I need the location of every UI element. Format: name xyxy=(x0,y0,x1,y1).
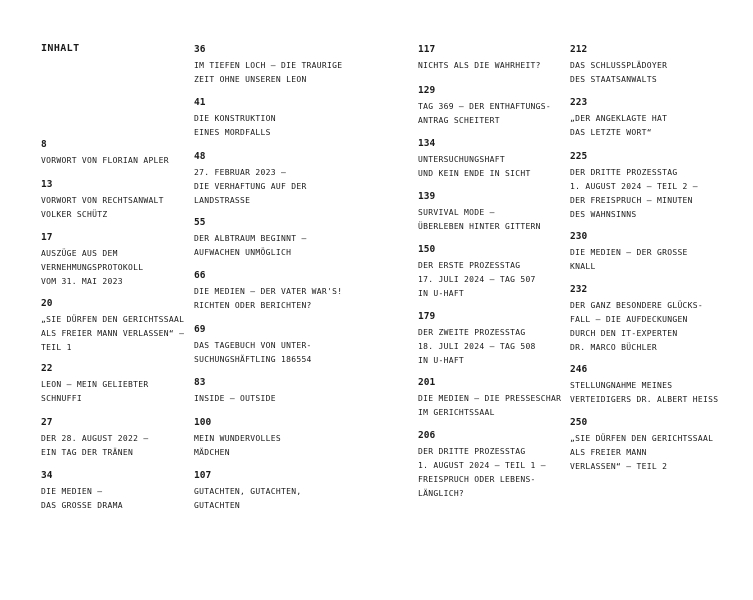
toc-entry[interactable] xyxy=(194,43,369,87)
entry-title: „SIE DÜRFEN DEN GERICHTSSAAL ALS FREIER MANN VERLASSEN“ – TEIL 2 xyxy=(570,434,714,471)
toc-entry[interactable] xyxy=(41,469,216,513)
page-number: 246 xyxy=(570,364,588,375)
page-number: 223 xyxy=(570,97,588,108)
toc-entry[interactable] xyxy=(41,138,216,168)
toc-entry[interactable] xyxy=(41,231,216,289)
page-number: 150 xyxy=(418,244,436,255)
page-number: 8 xyxy=(41,139,47,150)
page-number: 22 xyxy=(41,363,53,374)
toc-entry[interactable] xyxy=(194,269,369,313)
page-number: 55 xyxy=(194,217,206,228)
page-number: 230 xyxy=(570,231,588,242)
entry-title: DER ZWEITE PROZESSTAG 18. JULI 2024 – TAG 508 IN U-HAFT xyxy=(418,328,536,365)
page-number: 250 xyxy=(570,417,588,428)
page-number: 129 xyxy=(418,85,436,96)
entry-title: DIE KONSTRUKTION EINES MORDFALLS xyxy=(194,114,276,137)
toc-entry[interactable] xyxy=(570,43,745,87)
entry-title: DIE MEDIEN – DER GROSSE KNALL xyxy=(570,248,688,271)
page-number: 139 xyxy=(418,191,436,202)
page-number: 201 xyxy=(418,377,436,388)
toc-entry[interactable] xyxy=(418,43,593,73)
page-number: 117 xyxy=(418,44,436,55)
page-number: 13 xyxy=(41,179,53,190)
toc-entry[interactable] xyxy=(194,469,369,513)
toc-entry[interactable] xyxy=(570,363,745,407)
entry-title: AUSZÜGE AUS DEM VERNEHMUNGSPROTOKOLL VOM 31. MAI 2023 xyxy=(41,249,144,286)
page-number: 225 xyxy=(570,151,588,162)
toc-entry[interactable] xyxy=(418,429,593,501)
entry-title: DER 28. AUGUST 2022 – EIN TAG DER TRÄNEN xyxy=(41,434,149,457)
entry-title: 27. FEBRUAR 2023 – DIE VERHAFTUNG AUF DER LANDSTRASSE xyxy=(194,168,307,205)
toc-entry[interactable] xyxy=(194,376,369,406)
toc-entry[interactable] xyxy=(418,243,593,301)
page-number: 41 xyxy=(194,97,206,108)
entry-title: DAS SCHLUSSPLÄDOYER DES STAATSANWALTS xyxy=(570,61,668,84)
toc-entry[interactable] xyxy=(194,96,369,140)
page-number: 36 xyxy=(194,44,206,55)
toc-entry[interactable] xyxy=(41,362,216,406)
entry-title: „SIE DÜRFEN DEN GERICHTSSAAL ALS FREIER MANN VERLASSEN“ – TEIL 1 xyxy=(41,315,185,352)
entry-title: TAG 369 – DER ENTHAFTUNGS- ANTRAG SCHEITERT xyxy=(418,102,552,125)
entry-title: „DER ANGEKLAGTE HAT DAS LETZTE WORT“ xyxy=(570,114,668,137)
toc-entry[interactable] xyxy=(418,190,593,234)
toc-entry[interactable] xyxy=(570,96,745,140)
toc-entry[interactable] xyxy=(194,323,369,367)
entry-title: MEIN WUNDERVOLLES MÄDCHEN xyxy=(194,434,281,457)
toc-entry[interactable] xyxy=(570,150,745,222)
entry-title: INSIDE – OUTSIDE xyxy=(194,394,276,403)
page-number: 83 xyxy=(194,377,206,388)
page-number: 27 xyxy=(41,417,53,428)
page-number: 34 xyxy=(41,470,53,481)
toc-entry[interactable] xyxy=(570,416,745,474)
entry-title: VORWORT VON RECHTSANWALT VOLKER SCHÜTZ xyxy=(41,196,164,219)
toc-entry[interactable] xyxy=(41,178,216,222)
entry-title: DAS TAGEBUCH VON UNTER- SUCHUNGSHÄFTLING 186554 xyxy=(194,341,312,364)
toc-entry[interactable] xyxy=(418,84,593,128)
toc-entry[interactable] xyxy=(570,283,745,355)
page-number: 179 xyxy=(418,311,436,322)
entry-title: DER DRITTE PROZESSTAG 1. AUGUST 2024 – TEIL 1 – FREISPRUCH ODER LEBENS- LÄNGLICH? xyxy=(418,447,546,498)
entry-title: DIE MEDIEN – DIE PRESSESCHAR IM GERICHTSSAAL xyxy=(418,394,562,417)
toc-entry[interactable] xyxy=(418,376,593,420)
page-number: 212 xyxy=(570,44,588,55)
page-number: 134 xyxy=(418,138,436,149)
toc-entry[interactable] xyxy=(41,416,216,460)
toc-entry[interactable] xyxy=(194,416,369,460)
toc-entry[interactable] xyxy=(41,297,216,355)
page-number: 66 xyxy=(194,270,206,281)
entry-title: STELLUNGNAHME MEINES VERTEIDIGERS DR. ALBERT HEISS xyxy=(570,381,719,404)
toc-entry[interactable] xyxy=(418,310,593,368)
toc-heading: INHALT xyxy=(41,43,80,54)
page-number: 107 xyxy=(194,470,212,481)
entry-title: DER ERSTE PROZESSTAG 17. JULI 2024 – TAG 507 IN U-HAFT xyxy=(418,261,536,298)
toc-entry[interactable] xyxy=(194,150,369,208)
entry-title: DER ALBTRAUM BEGINNT – AUFWACHEN UNMÖGLICH xyxy=(194,234,307,257)
entry-title: NICHTS ALS DIE WAHRHEIT? xyxy=(418,61,541,70)
page-number: 20 xyxy=(41,298,53,309)
toc-entry[interactable] xyxy=(418,137,593,181)
page-number: 69 xyxy=(194,324,206,335)
entry-title: DER DRITTE PROZESSTAG 1. AUGUST 2024 – TEIL 2 – DER FREISPRUCH – MINUTEN DES WAHNSINNS xyxy=(570,168,698,219)
page-number: 48 xyxy=(194,151,206,162)
toc-entry[interactable] xyxy=(194,216,369,260)
page-number: 206 xyxy=(418,430,436,441)
entry-title: LEON – MEIN GELIEBTER SCHNUFFI xyxy=(41,380,149,403)
entry-title: IM TIEFEN LOCH – DIE TRAURIGE ZEIT OHNE UNSEREN LEON xyxy=(194,61,343,84)
entry-title: DIE MEDIEN – DAS GROSSE DRAMA xyxy=(41,487,123,510)
page-number: 100 xyxy=(194,417,212,428)
entry-title: SURVIVAL MODE – ÜBERLEBEN HINTER GITTERN xyxy=(418,208,541,231)
entry-title: VORWORT VON FLORIAN APLER xyxy=(41,156,169,165)
entry-title: GUTACHTEN, GUTACHTEN, GUTACHTEN xyxy=(194,487,302,510)
page-number: 17 xyxy=(41,232,53,243)
page-number: 232 xyxy=(570,284,588,295)
entry-title: UNTERSUCHUNGSHAFT UND KEIN ENDE IN SICHT xyxy=(418,155,531,178)
entry-title: DER GANZ BESONDERE GLÜCKS- FALL – DIE AUFDECKUNGEN DURCH DEN IT-EXPERTEN DR. MARCO BÜCHLER xyxy=(570,301,704,352)
toc-entry[interactable] xyxy=(570,230,745,274)
entry-title: DIE MEDIEN – DER VATER WAR'S! RICHTEN ODER BERICHTEN? xyxy=(194,287,343,310)
